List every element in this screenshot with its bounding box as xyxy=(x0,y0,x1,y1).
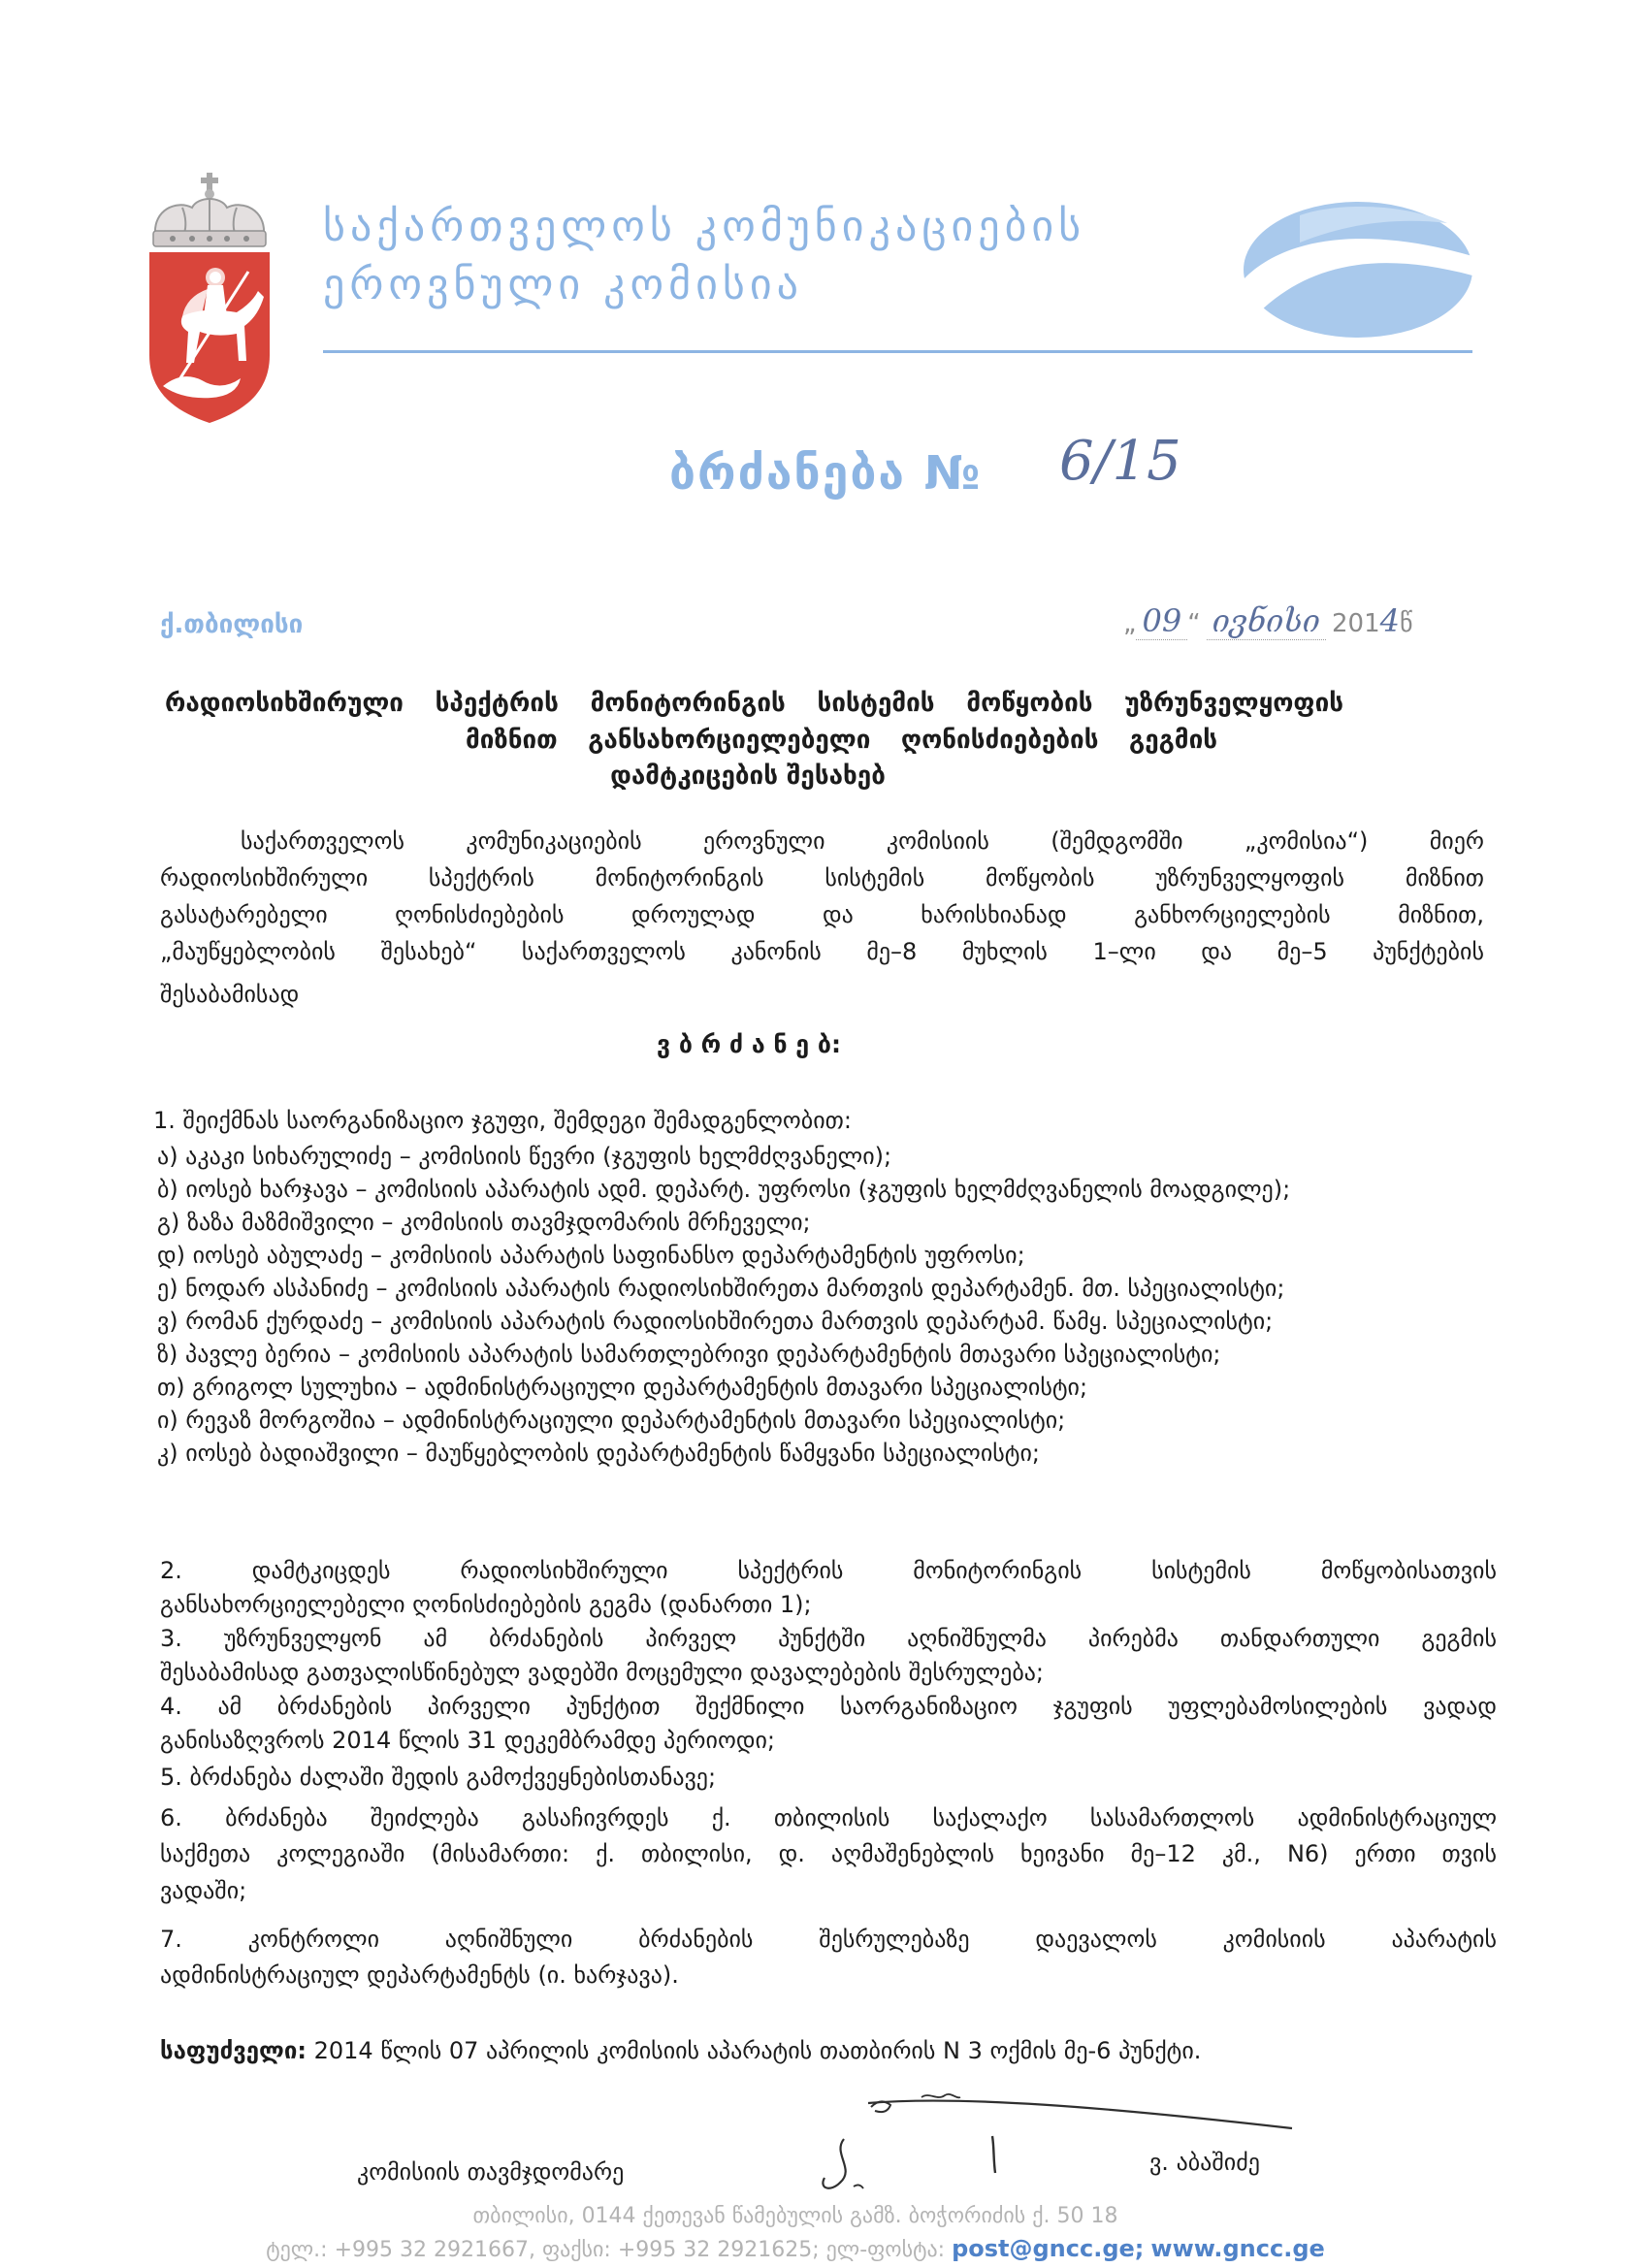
date-open-quote: „ xyxy=(1123,609,1137,638)
point-line: ვადაში; xyxy=(160,1877,247,1904)
org-name-line-2: ეროვნული კომისია xyxy=(323,260,803,309)
point-line: 2. დამტკიცდეს რადიოსიხშირული სპექტრის მონიტორინგის სისტემის მოწყობისათვის xyxy=(160,1557,1497,1584)
place-name: ქ.თბილისი xyxy=(160,610,304,639)
member-item: ვ) რომან ქურდაძე – კომისიის აპარატის რადიოსიხშირეთა მართვის დეპარტამ. წამყ. სპეციალისტი; xyxy=(157,1308,1274,1335)
decree-heading: ვ ბ რ ძ ა ნ ე ბ: xyxy=(657,1030,841,1058)
point-line: განისაზღვროს 2014 წლის 31 დეკემბრამდე პერიოდი; xyxy=(160,1727,775,1754)
point-line: 6. ბრძანება შეიძლება გასაჩივრდეს ქ. თბილისის საქალაქო სასამართლოს ადმინისტრაციულ xyxy=(160,1804,1497,1831)
footer-contacts-line xyxy=(116,2233,1474,2264)
preamble-line: შესაბამისად xyxy=(160,981,300,1008)
basis-line xyxy=(160,2034,1497,2067)
preamble-line: რადიოსიხშირული სპექტრის მონიტორინგის სისტემის მოწყობის უზრუნველყოფის მიზნით xyxy=(160,864,1484,891)
member-item: ე) ნოდარ ასპანიძე – კომისიის აპარატის რადიოსიხშირეთა მართვის დეპარტამენ. მთ. სპეციალისტი; xyxy=(157,1275,1285,1302)
basis-text: 2014 წლის 07 აპრილის კომისიის აპარატის თათბირის N 3 ოქმის მე-6 პუნქტი. xyxy=(313,2037,1202,2064)
signatory-name: ვ. აბაშიძე xyxy=(1149,2149,1260,2176)
point-line: 3. უზრუნველყონ ამ ბრძანების პირველ პუნქტში აღნიშნულმა პირებმა თანდართული გეგმის xyxy=(160,1625,1497,1652)
group-item: 1. შეიქმნას საორგანიზაციო ჯგუფი, შემდეგი შემადგენლობით: xyxy=(153,1107,852,1134)
footer-email: post@gncc.ge; xyxy=(952,2235,1145,2262)
member-item: თ) გრიგოლ სულუხია – ადმინისტრაციული დეპარტამენტის მთავარი სპეციალისტი; xyxy=(157,1374,1088,1401)
footer-website: www.gncc.ge xyxy=(1150,2235,1325,2262)
point-line: შესაბამისად გათვალისწინებულ ვადებში მოცემული დავალებების შესრულება; xyxy=(160,1659,1045,1686)
date-day: 09 xyxy=(1136,602,1187,640)
date-suffix: წ xyxy=(1399,609,1413,638)
point-line: ადმინისტრაციულ დეპარტამენტს (ი. ხარჯავა). xyxy=(160,1961,679,1989)
preamble-line: საქართველოს კომუნიკაციების ეროვნული კომისიის (შემდგომში „კომისია“) მიერ xyxy=(241,827,1484,855)
member-item: ა) აკაკი სიხარულიძე – კომისიის წევრი (ჯგუფის ხელმძღვანელი); xyxy=(157,1143,892,1170)
member-item: ბ) იოსებ ხარჯავა – კომისიის აპარატის ადმ. დეპარტ. უფროსი (ჯგუფის ხელმძღვანელის მოადგილე); xyxy=(157,1176,1291,1203)
org-name-line-1: საქართველოს კომუნიკაციების xyxy=(323,202,1086,251)
date-year-handwritten: 4 xyxy=(1379,602,1400,639)
member-item: გ) ზაზა მაზმიშვილი – კომისიის თავმჯდომარის მრჩეველი; xyxy=(157,1209,811,1236)
point-line: 7. კონტროლი აღნიშნული ბრძანების შესრულებაზე დაევალოს კომისიის აპარატის xyxy=(160,1926,1497,1953)
preamble-line: გასატარებელი ღონისძიებების დროულად და ხარისხიანად განხორციელების მიზნით, xyxy=(160,901,1484,928)
order-title: ბრძანება № xyxy=(669,446,983,501)
footer-address: თბილისი, 0144 ქეთევან წამებულის გამზ. ბოჭორიძის ქ. 50 18 xyxy=(472,2204,1118,2228)
order-date xyxy=(1123,598,1412,644)
subject-line: რადიოსიხშირული სპექტრის მონიტორინგის სისტემის მოწყობის უზრუნველყოფის xyxy=(165,689,1343,718)
coat-of-arms-icon xyxy=(144,171,275,425)
subject-line: მიზნით განსახორციელებელი ღონისძიებების გეგმის xyxy=(466,726,1217,755)
member-item: ი) რევაზ მორგოშია – ადმინისტრაციული დეპარტამენტის მთავარი სპეციალისტი; xyxy=(157,1407,1066,1434)
basis-label: საფუძველი: xyxy=(160,2037,307,2064)
signatory-position: კომისიის თავმჯდომარე xyxy=(357,2158,625,2186)
gncc-logo-icon xyxy=(1242,194,1474,340)
subject-line: დამტკიცების შესახებ xyxy=(610,761,886,791)
date-year: 201 xyxy=(1331,609,1380,638)
preamble-line: „მაუწყებლობის შესახებ“ საქართველოს კანონის მე–8 მუხლის 1–ლი და მე–5 პუნქტების xyxy=(160,938,1484,965)
point-line: საქმეთა კოლეგიაში (მისამართი: ქ. თბილისი, დ. აღმაშენებლის ხეივანი მე–12 კმ., N6) ერთი თვის xyxy=(160,1840,1497,1867)
member-item: დ) იოსებ აბულაძე – კომისიის აპარატის საფინანსო დეპარტამენტის უფროსი; xyxy=(157,1242,1025,1269)
date-month: ივნისი xyxy=(1207,602,1326,640)
point-line: განსახორციელებელი ღონისძიებების გეგმა (დანართი 1); xyxy=(160,1591,812,1618)
order-number: 6/15 xyxy=(1059,430,1181,493)
member-item: ზ) პავლე ბერია – კომისიის აპარატის სამართლებრივი დეპარტამენტის მთავარი სპეციალისტი; xyxy=(157,1341,1221,1368)
point-line: 4. ამ ბრძანების პირველი პუნქტით შექმნილი საორგანიზაციო ჯგუფის უფლებამოსილების ვადად xyxy=(160,1693,1497,1720)
point-line: 5. ბრძანება ძალაში შედის გამოქვეყნებისთანავე; xyxy=(160,1764,717,1791)
signature xyxy=(815,2086,1300,2204)
footer-contacts: ტელ.: +995 32 2921667, ფაქსი: +995 32 2921625; ელ-ფოსტა: xyxy=(266,2238,946,2262)
member-item: კ) იოსებ ბადიაშვილი – მაუწყებლობის დეპარტამენტის წამყვანი სპეციალისტი; xyxy=(157,1440,1041,1467)
header-rule xyxy=(323,350,1472,353)
date-close-quote: “ xyxy=(1187,609,1201,638)
